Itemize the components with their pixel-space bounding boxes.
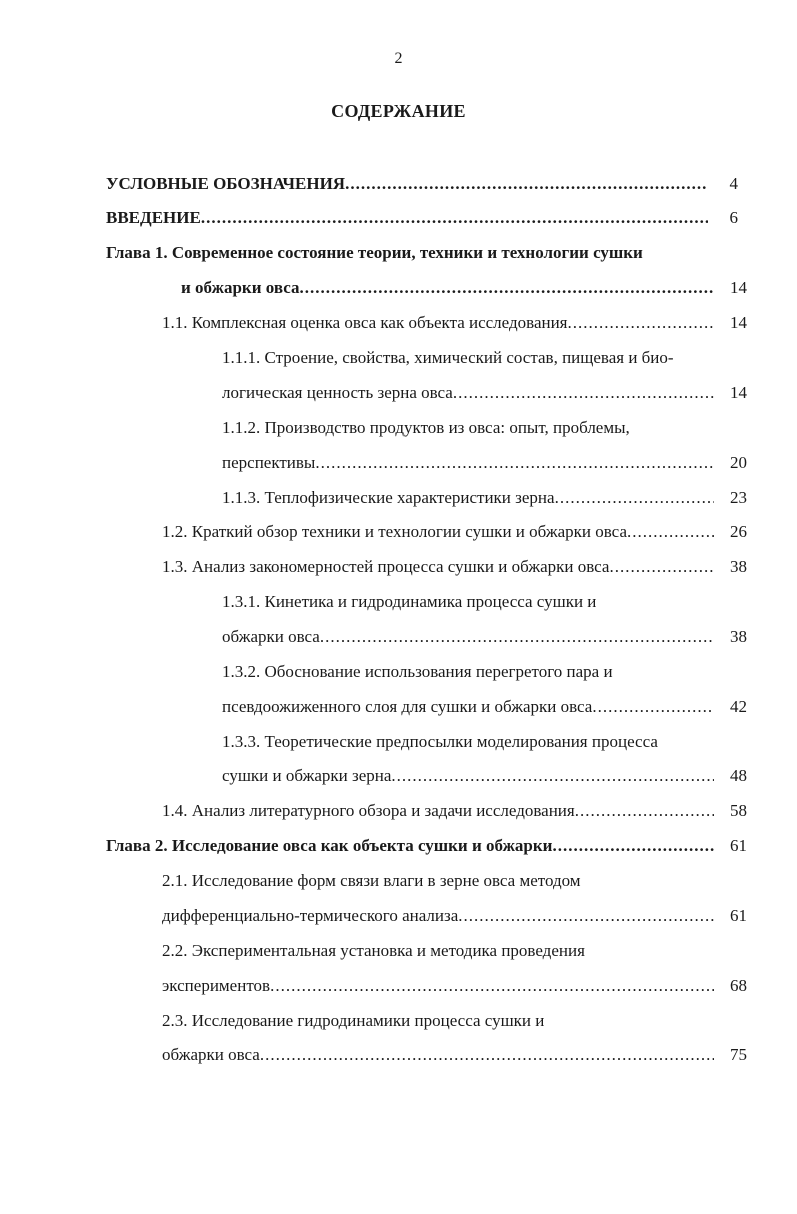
toc-page-number: 42: [730, 697, 747, 716]
dot-leader: [555, 486, 714, 510]
toc-entry-1-3-2[interactable]: 1.3.2. Обоснование использования перегретого пара и: [222, 662, 613, 681]
toc-entry-1-1-1-cont[interactable]: [222, 381, 714, 405]
toc-page-number: 6: [729, 208, 738, 227]
toc-page-number: 14: [730, 383, 747, 402]
toc-entry-label: 1.1. Комплексная оценка овса как объекта исследования: [162, 313, 568, 332]
toc-entry-1-3-3-cont[interactable]: [222, 764, 714, 788]
toc-entry-1-3-3[interactable]: 1.3.3. Теоретические предпосылки моделирования процесса: [222, 732, 658, 751]
dot-leader: [345, 172, 708, 196]
toc-entry-label: экспериментов: [162, 976, 271, 995]
toc-page-number: 14: [730, 313, 747, 332]
toc-entry-label: обжарки овса: [162, 1045, 260, 1064]
toc-entry-1-3[interactable]: [162, 555, 714, 579]
toc-entry-1-3-1-cont[interactable]: [222, 625, 714, 649]
page-number: 2: [394, 50, 403, 67]
toc-entry-chapter-1-cont[interactable]: [181, 276, 714, 300]
toc-entry-introduction[interactable]: [106, 206, 708, 230]
toc-entry-2-3-cont[interactable]: [162, 1043, 714, 1067]
toc-page-number: 68: [730, 976, 747, 995]
toc-page-number: 38: [730, 627, 747, 646]
toc-entry-label: 1.4. Анализ литературного обзора и задачи исследования: [162, 801, 575, 820]
dot-leader: [592, 695, 714, 719]
toc-page-number: 58: [730, 801, 747, 820]
toc-page-number: 48: [730, 766, 747, 785]
toc-page-number: 4: [729, 174, 738, 193]
toc-entry-1-1[interactable]: [162, 311, 714, 335]
toc-entry-label: Глава 2. Исследование овса как объекта сушки и обжарки: [106, 836, 553, 855]
dot-leader: [260, 1043, 714, 1067]
toc-page-number: 61: [730, 906, 747, 925]
toc-entry-2-2[interactable]: 2.2. Экспериментальная установка и методика проведения: [162, 941, 585, 960]
toc-page-number: 26: [730, 522, 747, 541]
toc-entry-1-1-1[interactable]: 1.1.1. Строение, свойства, химический состав, пищевая и био-: [222, 348, 674, 367]
toc-entry-chapter-2[interactable]: [106, 834, 714, 858]
dot-leader: [458, 904, 714, 928]
toc-entry-label: сушки и обжарки зерна: [222, 766, 392, 785]
dot-leader: [552, 834, 714, 858]
toc-entry-1-3-2-cont[interactable]: [222, 695, 714, 719]
toc-entry-1-3-1[interactable]: 1.3.1. Кинетика и гидродинамика процесса сушки и: [222, 592, 597, 611]
toc-page-number: 14: [730, 278, 747, 297]
toc-page-number: 20: [730, 453, 747, 472]
toc-entry-2-1-cont[interactable]: [162, 904, 714, 928]
toc-entry-label: УСЛОВНЫЕ ОБОЗНАЧЕНИЯ: [106, 174, 346, 193]
toc-entry-1-1-2-cont[interactable]: [222, 451, 714, 475]
toc-entry-label: ВВЕДЕНИЕ: [106, 208, 201, 227]
toc-entry-abbreviations[interactable]: [106, 172, 708, 196]
toc-entry-1-1-3[interactable]: [222, 486, 714, 510]
dot-leader: [568, 311, 714, 335]
toc-entry-label: перспективы: [222, 453, 316, 472]
toc-entry-1-4[interactable]: [162, 799, 714, 823]
dot-leader: [299, 276, 714, 300]
toc-entry-1-1-2[interactable]: 1.1.2. Производство продуктов из овса: опыт, проблемы,: [222, 418, 630, 437]
toc-entry-label: 1.2. Краткий обзор техники и технологии сушки и обжарки овса: [162, 522, 627, 541]
toc-entry-2-3[interactable]: 2.3. Исследование гидродинамики процесса сушки и: [162, 1011, 545, 1030]
dot-leader: [320, 625, 714, 649]
toc-entry-label: и обжарки овса: [181, 278, 300, 297]
toc-entry-label: дифференциально-термического анализа: [162, 906, 459, 925]
toc-entry-2-1[interactable]: 2.1. Исследование форм связи влаги в зерне овса методом: [162, 871, 581, 890]
dot-leader: [201, 206, 708, 230]
dot-leader: [270, 974, 714, 998]
dot-leader: [315, 451, 714, 475]
dot-leader: [609, 555, 714, 579]
dot-leader: [453, 381, 714, 405]
page-title: СОДЕРЖАНИЕ: [331, 101, 466, 121]
toc-entry-label: 1.3. Анализ закономерностей процесса сушки и обжарки овса: [162, 557, 610, 576]
dot-leader: [391, 764, 714, 788]
dot-leader: [627, 520, 714, 544]
dot-leader: [575, 799, 714, 823]
toc-entry-label: псевдоожиженного слоя для сушки и обжарки овса: [222, 697, 593, 716]
toc-entry-chapter-1[interactable]: Глава 1. Современное состояние теории, техники и технологии сушки: [106, 243, 643, 262]
toc-entry-label: 1.1.3. Теплофизические характеристики зерна: [222, 488, 555, 507]
toc-page-number: 61: [730, 836, 747, 855]
toc-entry-label: логическая ценность зерна овса: [222, 383, 453, 402]
toc-page-number: 23: [730, 488, 747, 507]
toc-entry-1-2[interactable]: [162, 520, 714, 544]
toc-entry-label: обжарки овса: [222, 627, 320, 646]
toc-page-number: 75: [730, 1045, 747, 1064]
toc-page-number: 38: [730, 557, 747, 576]
toc-entry-2-2-cont[interactable]: [162, 974, 714, 998]
